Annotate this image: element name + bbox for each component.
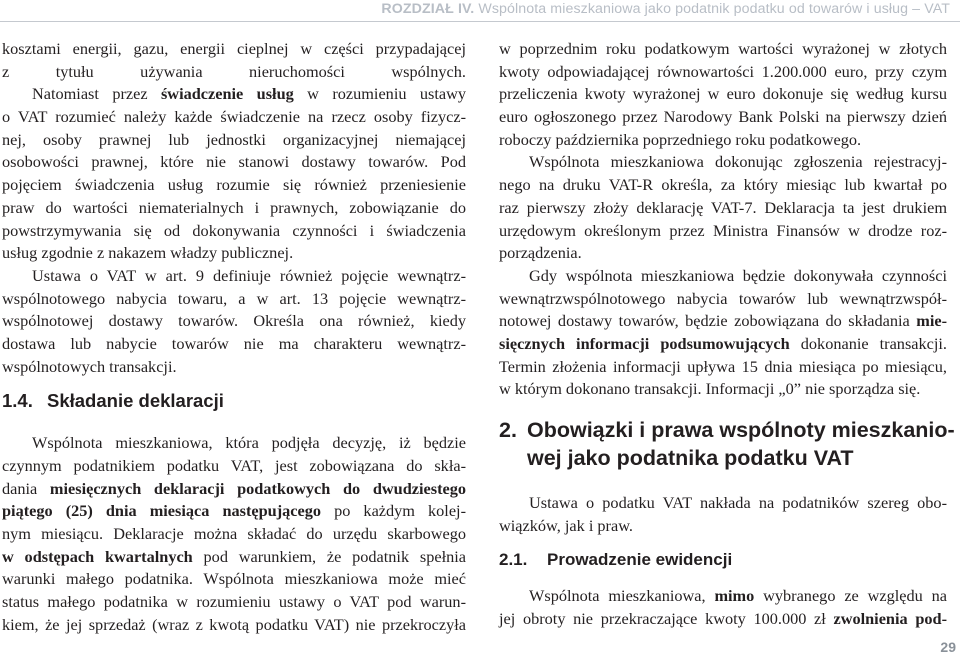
text-line: o VAT rozumieć należy każde świadczenie na rzecz osoby fizycz- — [2, 107, 466, 127]
text-run: dokonanie transakcji. — [789, 333, 947, 353]
text-line: nej, osoby prawnej lub jednostki organizacyjnej niemającej — [2, 129, 466, 149]
text-run: Natomiast przez — [32, 84, 161, 104]
spacer — [499, 401, 947, 416]
text-line: porządzenia. — [499, 243, 582, 263]
subsection-number: 2.1. — [499, 550, 528, 570]
chapter-title-line-2: wej jako podatnika podatku VAT — [527, 446, 854, 470]
text-line: roboczy października poprzedniego roku podatkowego. — [499, 129, 862, 149]
section-heading — [2, 390, 466, 412]
text-line: kwoty odpowiadającej równowartości 1.200.000 euro, przy czym — [499, 61, 947, 81]
paragraph — [499, 151, 947, 264]
text-line — [499, 608, 947, 631]
chapter-heading-line-2 — [499, 444, 947, 472]
text-run: pod warunkiem, że podatnik spełnia — [192, 546, 466, 566]
paragraph — [2, 432, 466, 636]
text-line: w którym dokonano transakcji. Informacji „0” nie sporządza się. — [499, 379, 921, 399]
spacer — [2, 412, 466, 432]
header-title: Wspólnota mieszkaniowa jako podatnik podatku od towarów i usług – VAT — [474, 1, 950, 17]
text-line: Termin złożenia informacji upływa 15 dnia miesiąca po miesiącu, — [499, 356, 947, 376]
text-line — [2, 546, 466, 569]
spacer — [499, 571, 947, 585]
header-chapter: ROZDZIAŁ IV. — [381, 1, 475, 17]
paragraph — [499, 265, 947, 401]
text-line: Wspólnota mieszkaniowa, która podjęła decyzję, iż będzie — [32, 433, 466, 453]
text-line: nego na druku VAT-R określa, za który miesiąc lub kwartał po — [499, 175, 947, 195]
text-run: Wspólnota mieszkaniowa, — [529, 586, 715, 606]
paragraph — [499, 492, 947, 537]
running-header — [381, 1, 950, 17]
text-line — [499, 333, 947, 356]
text-line: kiem, że jej sprzedaż (wraz z kwotą podatku VAT) nie przekroczyła — [2, 614, 466, 634]
text-run: notowej dostawy towarów, będzie zobowiązana do składania — [499, 311, 917, 331]
text-line: z tytułu używania nieruchomości wspólnych. — [2, 61, 466, 81]
spacer — [499, 537, 947, 549]
text-line: usług zgodnie z nakazem władzy publicznej. — [2, 243, 294, 263]
text-line — [499, 310, 947, 333]
paragraph — [2, 38, 466, 83]
left-column — [2, 38, 466, 637]
text-line: status małego podatnika w rozumieniu ustawy o VAT pod warun- — [2, 592, 466, 612]
paragraph — [499, 585, 947, 630]
text-line: wspólnotowej dostawy towarów. Określa ona również, kiedy — [2, 311, 466, 331]
bold-run: świadczenie usług — [160, 84, 294, 104]
text-run: dania — [2, 478, 50, 498]
text-line: euro ogłoszonego przez Narodowy Bank Polski na pierwszy dzień — [499, 107, 947, 127]
chapter-number: 2. — [499, 418, 517, 442]
header-rule — [0, 21, 960, 22]
bold-run: sięcznych informacji podsumowujących — [499, 333, 790, 353]
bold-run: mimo — [714, 586, 755, 606]
text-line: czynnym podatnikiem podatku VAT, jest zobowiązana do skła- — [2, 456, 466, 475]
bold-run: w odstępach kwartalnych — [2, 546, 193, 566]
text-line: praw do wartości niematerialnych i prawnych, zobowiązanie do — [2, 197, 466, 217]
page-number: 29 — [940, 639, 956, 655]
text-line: osobowości prawnej, które nie stanowi dostawy towarów. Pod — [2, 152, 466, 172]
bold-run: zwolnienia pod- — [833, 609, 947, 629]
text-line: urzędowym określonym przez Ministra Finansów w drodze roz- — [499, 220, 947, 240]
text-line: Ustawa o podatku VAT nakłada na podatników szereg obo- — [529, 493, 947, 512]
text-line: Wspólnota mieszkaniowa dokonując zgłoszenia rejestracyj- — [529, 152, 947, 172]
chapter-heading — [499, 416, 955, 444]
text-line: nym miesiącu. Deklaracje można składać do urzędu skarbowego — [2, 524, 466, 544]
text-line: przeliczenia kwoty wyrażonej w euro dokonuje się według kursu — [499, 84, 947, 104]
spacer — [2, 378, 466, 390]
text-line — [2, 83, 466, 106]
text-line: wewnątrzwspólnotowego nabycia towarów lub wewnątrzwspół- — [499, 288, 947, 308]
right-column — [499, 38, 955, 631]
text-run: wybranego ze względu na — [754, 586, 948, 606]
text-line: powstrzymywania się od dokonywania czynności i świadczenia — [2, 220, 466, 240]
text-line: wspólnotowego nabycia towaru, a w art. 13 pojęcie wewnątrz- — [2, 288, 466, 308]
bold-run: mie- — [916, 311, 947, 331]
section-title: Składanie deklaracji — [47, 390, 224, 412]
text-line — [499, 585, 947, 608]
spacer — [499, 472, 947, 492]
text-run: po każdym kolej- — [321, 501, 466, 521]
text-line: Ustawa o VAT w art. 9 definiuje również pojęcie wewnątrz- — [32, 265, 466, 285]
paragraph — [2, 83, 466, 265]
text-run: w rozumieniu ustawy — [293, 84, 466, 104]
text-line — [2, 478, 466, 501]
text-line: dostawa lub nabycie towarów nie ma charakteru wewnątrz- — [2, 333, 466, 353]
chapter-title-line-1: Obowiązki i prawa wspólnoty mieszkanio- — [527, 418, 955, 442]
bold-run: piątego (25) dnia miesiąca następującego — [2, 501, 322, 521]
text-run: jej obroty nie przekraczające kwoty 100.000 zł — [499, 609, 834, 629]
paragraph — [2, 265, 466, 378]
text-line: wspólnotowych transakcji. — [2, 356, 177, 376]
text-line — [2, 500, 466, 523]
subsection-title: Prowadzenie ewidencji — [547, 550, 733, 570]
text-line: pojęciem świadczenia usług rozumie się również przeniesienie — [2, 175, 466, 195]
bold-run: miesięcznych deklaracji podatkowych do dwudziestego — [49, 478, 466, 498]
text-line: w poprzednim roku podatkowym wartości wyrażonej w złotych — [499, 39, 947, 58]
text-line: Gdy wspólnota mieszkaniowa będzie dokonywała czynności — [529, 265, 947, 285]
text-line: wiązków, jak i praw. — [499, 515, 633, 535]
text-line: warunki małego podatnika. Wspólnota mieszkaniowa może mieć — [2, 569, 466, 589]
text-line: raz pierwszy złoży deklarację VAT-7. Deklaracja ta jest drukiem — [499, 197, 947, 217]
paragraph — [499, 38, 947, 151]
subsection-heading — [499, 549, 947, 571]
text-line: kosztami energii, gazu, energii cieplnej w części przypadającej — [2, 39, 466, 58]
section-number: 1.4. — [2, 390, 33, 412]
